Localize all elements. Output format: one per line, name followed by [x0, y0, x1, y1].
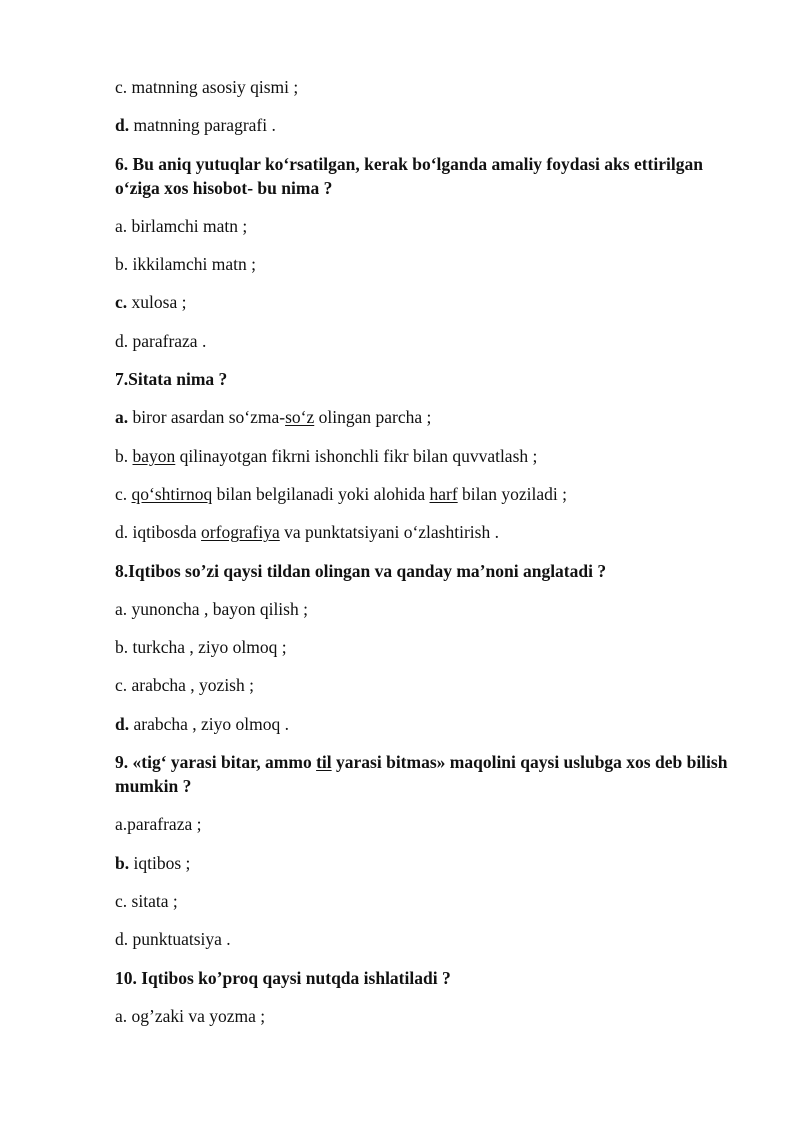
option-text-part: va punktatsiyani o‘zlashtirish .: [279, 522, 499, 543]
option-d: [115, 520, 735, 544]
option-letter: d.: [115, 330, 129, 351]
option-d: [115, 329, 735, 353]
option-text: matnning asosiy qismi ;: [131, 77, 299, 97]
option-letter: b.: [115, 637, 129, 658]
underlined-word: til: [316, 752, 332, 773]
underlined-word: so‘z: [285, 407, 315, 428]
option-text-part: bilan belgilanadi yoki alohida: [212, 483, 430, 504]
option-letter: c.: [115, 675, 128, 696]
option-text-part: iqtibosda: [132, 522, 202, 543]
question-7: 7.Sitata nima ?: [115, 369, 228, 390]
option-letter: a.: [115, 1005, 128, 1026]
option-letter: c.: [115, 77, 128, 97]
option-c: [115, 482, 735, 506]
question-6: 6. Bu aniq yutuqlar ko‘rsatilgan, kerak bo‘lganda amaliy foydasi aks ettirilgan o‘ziga xos hisobot- bu nima ?: [115, 153, 703, 198]
option-letter: b.: [115, 254, 129, 275]
option-b: [115, 851, 735, 875]
option-text: yunoncha , bayon qilish ;: [131, 598, 308, 619]
option-letter: d.: [115, 522, 129, 543]
underlined-word: orfografiya: [201, 522, 280, 543]
option-letter-answer: c.: [115, 292, 128, 313]
option-letter: a.: [115, 814, 128, 835]
option-text: parafraza .: [132, 330, 207, 351]
option-letter-answer: d.: [115, 115, 130, 136]
underlined-word: qo‘shtirnoq: [131, 483, 213, 504]
option-letter: b.: [115, 445, 129, 466]
option-text: arabcha , ziyo olmoq .: [133, 713, 289, 734]
question-9: [115, 750, 735, 798]
question-10: 10. Iqtibos ko’proq qaysi nutqda ishlatiladi ?: [115, 967, 451, 988]
option-a: [115, 405, 735, 429]
option-text-part: biror asardan so‘zma-: [132, 407, 286, 428]
option-text-part: olingan parcha ;: [314, 407, 432, 428]
option-letter-answer: d.: [115, 713, 130, 734]
option-c: [115, 75, 735, 99]
option-text: turkcha , ziyo olmoq ;: [132, 637, 287, 658]
option-b: [115, 635, 735, 659]
underlined-word: harf: [429, 483, 458, 504]
option-b: [115, 252, 735, 276]
question-text-part: 9. «tig‘ yarasi bitar, ammo: [115, 752, 317, 773]
option-a: [115, 1004, 735, 1028]
option-b: [115, 444, 735, 468]
option-letter-answer: a.: [115, 407, 129, 428]
underlined-word: bayon: [132, 445, 176, 466]
option-text: matnning paragrafi .: [133, 115, 276, 136]
option-letter: c.: [115, 483, 128, 504]
option-text: arabcha , yozish ;: [131, 675, 254, 696]
option-c: [115, 889, 735, 913]
question-text-part: yarasi bitmas» maqolini qaysi uslubga xos deb bilish mumkin ?: [115, 752, 728, 797]
option-text-part: qilinayotgan fikrni ishonchli fikr bilan quvvatlash ;: [175, 445, 538, 466]
option-letter: c.: [115, 890, 128, 911]
option-text: birlamchi matn ;: [131, 215, 248, 236]
option-letter: a.: [115, 598, 128, 619]
option-text: iqtibos ;: [133, 852, 191, 873]
option-text: sitata ;: [131, 890, 178, 911]
option-text: xulosa ;: [131, 292, 187, 313]
option-text: punktuatsiya .: [132, 929, 231, 950]
option-c: [115, 290, 735, 314]
option-text: og’zaki va yozma ;: [131, 1005, 266, 1026]
option-a: [115, 214, 735, 238]
option-a: [115, 597, 735, 621]
option-a: [115, 812, 735, 836]
document-content: [115, 75, 735, 1042]
option-letter-answer: b.: [115, 852, 130, 873]
option-d: [115, 113, 735, 137]
option-c: [115, 673, 735, 697]
option-d: [115, 712, 735, 736]
option-letter: d.: [115, 929, 129, 950]
option-text: ikkilamchi matn ;: [132, 254, 256, 275]
question-8: 8.Iqtibos so’zi qaysi tildan olingan va qanday ma’noni anglatadi ?: [115, 560, 607, 581]
option-d: [115, 927, 735, 951]
option-text: parafraza ;: [127, 814, 202, 835]
option-text-part: bilan yoziladi ;: [457, 483, 568, 504]
option-letter: a.: [115, 215, 128, 236]
